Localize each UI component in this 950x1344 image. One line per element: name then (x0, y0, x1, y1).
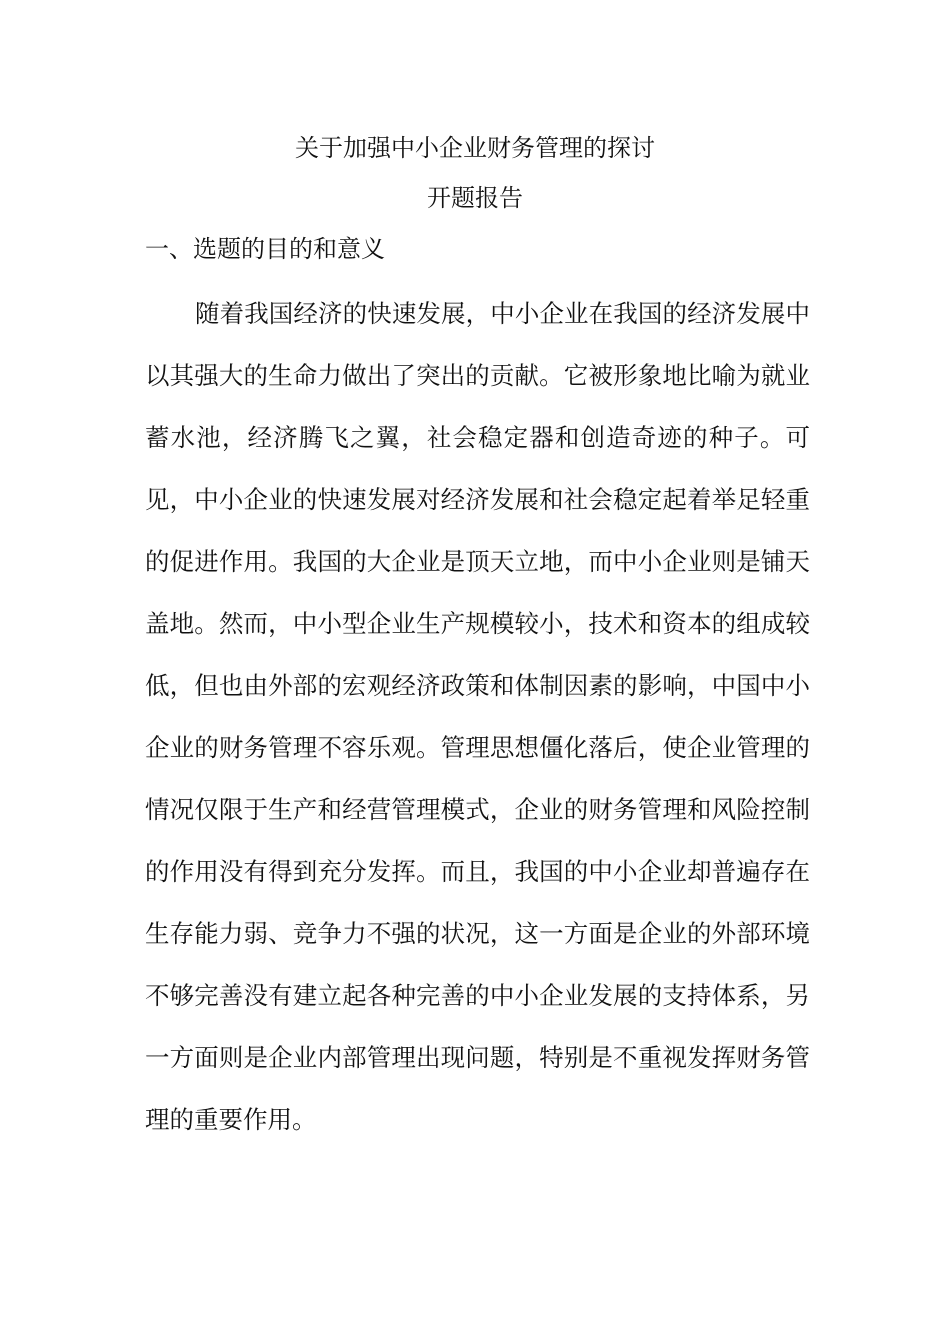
body-paragraph: 随着我国经济的快速发展，中小企业在我国的经济发展中以其强大的生命力做出了突出的贡献。它被形象地比喻为就业蓄水池，经济腾飞之翼，社会稳定器和创造奇迹的种子。可见，中小企业的快速发展对经济发展和社会稳定起着举足轻重的促进作用。我国的大企业是顶天立地，而中小企业则是铺天盖地。然而，中小型企业生产规模较小，技术和资本的组成较低，但也由外部的宏观经济政策和体制因素的影响，中国中小企业的财务管理不容乐观。管理思想僵化落后，使企业管理的情况仅限于生产和经营管理模式，企业的财务管理和风险控制的作用没有得到充分发挥。而且，我国的中小企业却普遍存在生存能力弱、竞争力不强的状况，这一方面是企业的外部环境不够完善没有建立起各种完善的中小企业发展的支持体系，另一方面则是企业内部管理出现问题，特别是不重视发挥财务管理的重要作用。 (145, 299, 810, 1134)
document-title: 关于加强中小企业财务管理的探讨 (295, 134, 655, 162)
document-subtitle: 开题报告 (427, 184, 523, 212)
section-heading: 一、选题的目的和意义 (145, 235, 385, 263)
